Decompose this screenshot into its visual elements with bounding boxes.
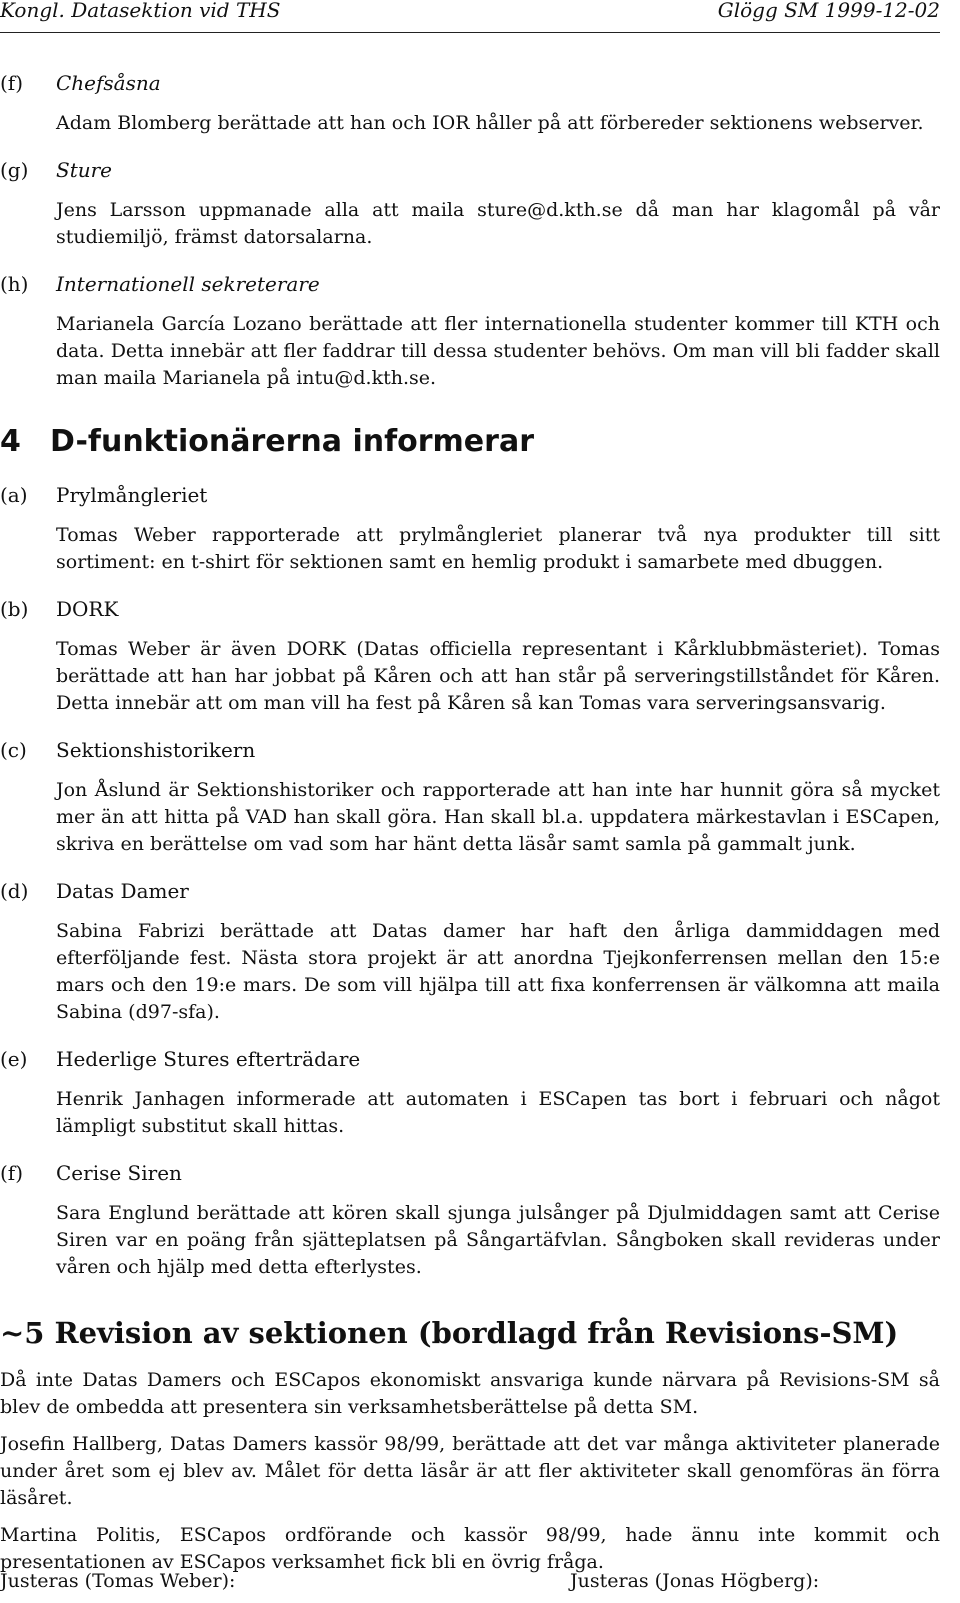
item-body: Marianela García Lozano berättade att fler internationella studenter kommer till KTH och data. Detta innebär att fler faddrar till dessa studenter behövs. Om man vill bli fadder skall man maila Marianela på intu@d.kth.se. bbox=[56, 313, 940, 389]
header-rule bbox=[0, 32, 940, 33]
item-title: Datas Damer bbox=[56, 879, 189, 903]
item-title: Prylmångleriet bbox=[56, 483, 208, 507]
signature-right: Justeras (Jonas Högberg): bbox=[570, 1570, 820, 1592]
paragraph: Josefin Hallberg, Datas Damers kassör 98/99, berättade att det var många aktiviteter planerade under året som ej blev av. Målet för detta läsår är att fler aktiviteter skall genomföras än förra läsåret. bbox=[0, 1433, 940, 1509]
section-number: 4 bbox=[0, 424, 21, 459]
paragraph: Då inte Datas Damers och ESCapos ekonomiskt ansvariga kunde närvara på Revisions-SM så blev de ombedda att presentera sin verksamhetsberättelse på detta SM. bbox=[0, 1369, 940, 1418]
item-title: Sture bbox=[56, 158, 113, 182]
item-body: Sabina Fabrizi berättade att Datas damer har haft den årliga dammiddagen med efterföljande fest. Nästa stora projekt är att anordna Tjejkonferrensen mellan den 15:e mars och den 19:e mars. De som vill hjälpa till att fixa konferrensen är välkomna att maila Sabina (d97-sfa). bbox=[56, 920, 940, 1023]
section-title: D-funktionärerna informerar bbox=[50, 424, 534, 459]
list-item bbox=[0, 157, 940, 251]
item-body: Jens Larsson uppmanade alla att maila sture@d.kth.se då man har klagomål på vår studiemiljö, främst datorsalarna. bbox=[56, 199, 940, 248]
list-item bbox=[0, 70, 940, 137]
item-marker: (f) bbox=[0, 1161, 24, 1185]
item-body: Tomas Weber rapporterade att prylmångleriet planerar två nya produkter till sitt sortiment: en t-shirt för sektionen samt en hemlig produkt i samarbete med dbuggen. bbox=[56, 524, 940, 573]
item-body: Jon Åslund är Sektionshistoriker och rapporterade att han inte har hunnit göra så mycket mer än att hitta på VAD han skall göra. Han skall bl.a. uppdatera märkestavlan i ESCapen, skriva en berättelse om vad som har hänt detta läsår samt samla på gammalt junk. bbox=[56, 779, 940, 855]
document-content bbox=[0, 70, 940, 1586]
item-title: Chefsåsna bbox=[56, 71, 161, 95]
item-title: Cerise Siren bbox=[56, 1161, 182, 1185]
item-body: Adam Blomberg berättade att han och IOR håller på att förbereder sektionens webserver. bbox=[56, 112, 924, 134]
item-marker: (d) bbox=[0, 879, 29, 903]
section-title: Revision av sektionen (bordlagd från Revisions-SM) bbox=[54, 1316, 899, 1350]
list-item bbox=[0, 1046, 940, 1140]
item-marker: (f) bbox=[0, 71, 24, 95]
list-item bbox=[0, 596, 940, 717]
item-title: DORK bbox=[56, 597, 119, 621]
section-heading bbox=[0, 424, 940, 460]
item-marker: (g) bbox=[0, 158, 29, 182]
header-meeting: Glögg SM 1999-12-02 bbox=[717, 0, 940, 22]
list-item bbox=[0, 271, 940, 392]
list-item bbox=[0, 482, 940, 576]
signature-line bbox=[0, 1570, 940, 1598]
list-item bbox=[0, 878, 940, 1026]
item-marker: (e) bbox=[0, 1047, 28, 1071]
list-item bbox=[0, 737, 940, 858]
list-item bbox=[0, 1160, 940, 1281]
item-body: Henrik Janhagen informerade att automaten i ESCapen tas bort i februari och något lämpligt substitut skall hittas. bbox=[56, 1088, 940, 1137]
item-title: Sektionshistorikern bbox=[56, 738, 256, 762]
item-marker: (a) bbox=[0, 483, 28, 507]
item-body: Tomas Weber är även DORK (Datas officiella representant i Kårklubbmästeriet). Tomas berättade att han har jobbat på Kåren och att han står på serveringstillståndet för Kåren. Detta innebär att om man vill ha fest på Kåren så kan Tomas vara serveringsansvarig. bbox=[56, 638, 940, 714]
page-header bbox=[0, 0, 940, 34]
item-marker: (c) bbox=[0, 738, 27, 762]
section-heading bbox=[0, 1315, 940, 1351]
header-organization: Kongl. Datasektion vid THS bbox=[0, 0, 281, 22]
item-marker: (h) bbox=[0, 272, 29, 296]
paragraph: Martina Politis, ESCapos ordförande och kassör 98/99, hade ännu inte kommit och presentationen av ESCapos verksamhet fick bli en övrig fråga. bbox=[0, 1524, 940, 1573]
item-title: Hederlige Stures efterträdare bbox=[56, 1047, 361, 1071]
signature-left: Justeras (Tomas Weber): bbox=[0, 1570, 236, 1592]
item-marker: (b) bbox=[0, 597, 29, 621]
section-number: ~5 bbox=[0, 1316, 45, 1350]
item-body: Sara Englund berättade att kören skall sjunga julsånger på Djulmiddagen samt att Cerise Siren var en poäng från sjätteplatsen på Sångartäfvlan. Sångboken skall revideras under våren och hjälp med detta efterlystes. bbox=[56, 1202, 940, 1278]
item-title: Internationell sekreterare bbox=[56, 272, 320, 296]
